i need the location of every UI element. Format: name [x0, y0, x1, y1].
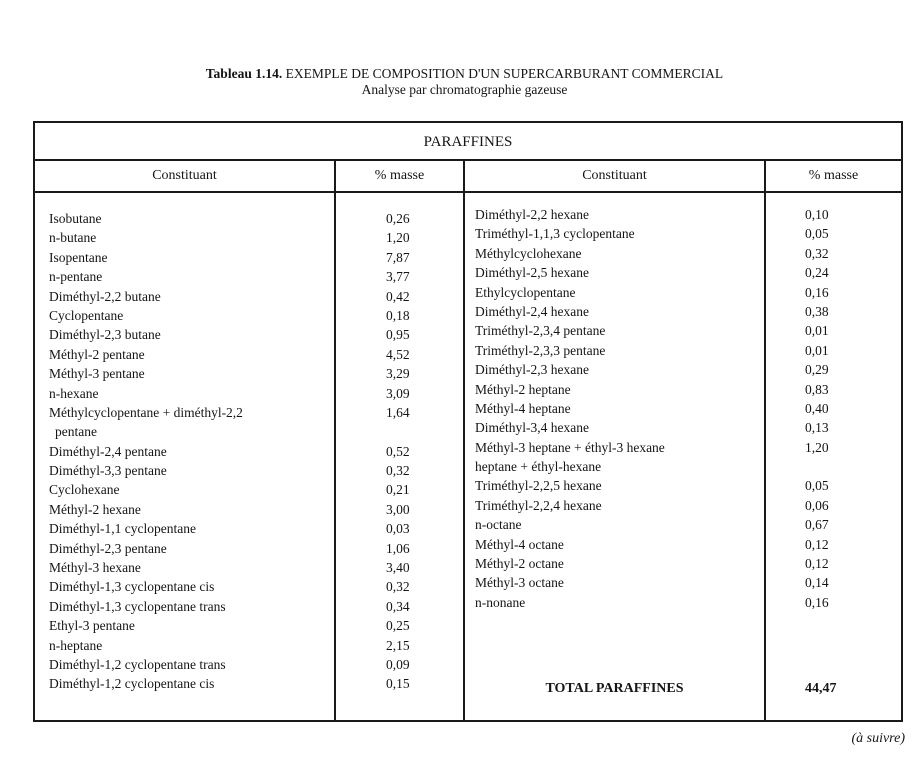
constituent-name: n-heptane [49, 637, 103, 653]
mass-percent: 0,26 [386, 211, 410, 226]
table-row [49, 248, 449, 267]
mass-percent: 0,16 [805, 284, 829, 300]
constituent-name: Méthyl-2 octane [475, 556, 564, 572]
table-row [49, 636, 449, 655]
table-row [475, 418, 895, 437]
table-title: EXEMPLE DE COMPOSITION D'UN SUPERCARBURANT COMMERCIAL [285, 66, 724, 81]
constituent-name: Diméthyl-2,3 pentane [49, 540, 167, 556]
mass-percent: 0,06 [805, 497, 829, 513]
header-masse-left: % masse [374, 168, 425, 183]
mass-percent: 0,18 [386, 307, 410, 323]
constituent-name: Méthyl-3 octane [475, 575, 564, 591]
constituent-name: Méthyl-4 heptane [475, 400, 571, 416]
table-row [49, 558, 449, 577]
mass-percent: 0,38 [805, 303, 829, 319]
mass-percent: 0,40 [805, 400, 829, 416]
mass-percent: 0,10 [805, 207, 829, 222]
constituent-name: Cyclopentane [49, 307, 124, 323]
table-caption [3, 66, 923, 82]
constituent-name: Diméthyl-1,3 cyclopentane cis [49, 579, 215, 595]
table-row [49, 597, 449, 616]
constituent-name: Triméthyl-1,1,3 cyclopentane [475, 226, 635, 242]
table-row [49, 325, 449, 344]
mass-percent: 4,52 [386, 346, 410, 362]
table-row [475, 360, 895, 379]
table-row [49, 500, 449, 519]
header-row [35, 161, 901, 193]
table-banner: PARAFFINES [35, 123, 901, 161]
table-row [49, 442, 449, 461]
mass-percent: 0,32 [805, 245, 829, 261]
total-label: TOTAL PARAFFINES [545, 681, 684, 696]
mass-percent: 0,95 [386, 327, 410, 343]
table-number: Tableau 1.14. [205, 66, 283, 81]
mass-percent: 0,13 [805, 420, 829, 436]
constituent-name: Isobutane [49, 211, 102, 226]
mass-percent: 0,52 [386, 443, 410, 459]
table-row [49, 209, 449, 228]
mass-percent: 3,77 [386, 269, 410, 285]
header-constituant-right: Constituant [582, 168, 647, 183]
table-row [475, 380, 895, 399]
table-row [49, 461, 449, 480]
total-value: 44,47 [805, 681, 837, 696]
right-rows [475, 205, 895, 612]
constituent-name-continuation: pentane [55, 424, 97, 440]
table-row [49, 267, 449, 286]
mass-percent: 0,32 [386, 579, 410, 595]
constituent-name: Diméthyl-1,3 cyclopentane trans [49, 598, 226, 614]
constituent-name: Diméthyl-3,4 hexane [475, 420, 589, 436]
mass-percent: 0,21 [386, 482, 410, 498]
table-row [475, 535, 895, 554]
table-row [49, 674, 449, 693]
table-row [475, 593, 895, 612]
constituent-name: Méthyl-3 pentane [49, 366, 145, 382]
constituent-name: Cyclohexane [49, 482, 120, 498]
table-row [475, 302, 895, 321]
table-row [475, 244, 895, 263]
mass-percent: 3,09 [386, 385, 410, 401]
mass-percent: 0,01 [805, 323, 829, 339]
constituent-name: Méthyl-4 octane [475, 536, 564, 552]
mass-percent: 7,87 [386, 249, 410, 265]
constituent-name: Diméthyl-1,2 cyclopentane trans [49, 657, 226, 672]
column-divider [463, 161, 465, 720]
constituent-name: Méthylcyclopentane + diméthyl-2,2 [49, 404, 243, 420]
table-row [475, 205, 895, 224]
table-row [475, 341, 895, 360]
mass-percent: 0,15 [386, 676, 410, 692]
table-row [475, 573, 895, 592]
table-row [49, 384, 449, 403]
mass-percent: 0,32 [386, 463, 410, 479]
constituent-name: n-octane [475, 517, 522, 533]
constituent-name: Méthyl-3 heptane + éthyl-3 hexane [475, 439, 665, 455]
constituent-name: Ethyl-3 pentane [49, 618, 135, 634]
constituent-name-continuation: heptane + éthyl-hexane [475, 459, 602, 475]
mass-percent: 0,05 [805, 226, 829, 242]
mass-percent: 1,06 [386, 540, 410, 556]
table-row [49, 655, 449, 674]
mass-percent: 0,34 [386, 598, 410, 614]
constituent-name: Diméthyl-2,5 hexane [475, 265, 589, 281]
table-row [475, 496, 895, 515]
constituent-name: Méthyl-3 hexane [49, 560, 141, 576]
table-row [475, 224, 895, 243]
constituent-name: Triméthyl-2,3,4 pentane [475, 323, 606, 339]
constituent-name: Triméthyl-2,2,4 hexane [475, 497, 602, 513]
mass-percent: 0,67 [805, 517, 829, 533]
continued-note: (à suivre) [851, 731, 905, 746]
mass-percent: 1,20 [805, 439, 829, 455]
constituent-name: Méthyl-2 pentane [49, 346, 145, 362]
header-masse-right: % masse [808, 168, 859, 183]
table-row [475, 283, 895, 302]
constituent-name: Triméthyl-2,2,5 hexane [475, 478, 602, 494]
table-row [49, 364, 449, 383]
mass-percent: 0,83 [805, 381, 829, 397]
constituent-name: Diméthyl-2,4 pentane [49, 443, 167, 459]
constituent-name: Diméthyl-2,3 butane [49, 327, 161, 343]
table-row [49, 306, 449, 325]
table-subtitle: Analyse par chromatographie gazeuse [361, 82, 568, 97]
header-constituant-left: Constituant [152, 168, 217, 183]
table-row [49, 403, 449, 442]
table-row [475, 554, 895, 573]
constituent-name: Diméthyl-2,4 hexane [475, 303, 589, 319]
mass-percent: 2,15 [386, 637, 410, 653]
constituent-name: Diméthyl-2,2 butane [49, 288, 161, 304]
mass-percent: 3,40 [386, 560, 410, 576]
mass-percent: 0,16 [805, 594, 829, 610]
constituent-name: n-nonane [475, 594, 526, 610]
table-row [475, 438, 895, 477]
table-row [49, 577, 449, 596]
constituent-name: Méthylcyclohexane [475, 245, 582, 261]
table-row [49, 539, 449, 558]
constituent-name: Diméthyl-2,2 hexane [475, 207, 589, 222]
table-row [49, 519, 449, 538]
table-row [475, 476, 895, 495]
table-row [49, 228, 449, 247]
mass-percent: 0,03 [386, 521, 410, 537]
mass-percent: 0,09 [386, 657, 410, 672]
table-row [475, 515, 895, 534]
mass-percent: 0,14 [805, 575, 829, 591]
constituent-name: n-hexane [49, 385, 99, 401]
table-row [475, 321, 895, 340]
mass-percent: 0,24 [805, 265, 829, 281]
constituent-name: Diméthyl-3,3 pentane [49, 463, 167, 479]
mass-percent: 3,29 [386, 366, 410, 382]
constituent-name: Triméthyl-2,3,3 pentane [475, 342, 606, 358]
mass-percent: 0,12 [805, 556, 829, 572]
mass-percent: 1,20 [386, 230, 410, 246]
constituent-name: Méthyl-2 hexane [49, 501, 141, 517]
mass-percent: 3,00 [386, 501, 410, 517]
constituent-name: Ethylcyclopentane [475, 284, 576, 300]
composition-table [33, 121, 903, 722]
constituent-name: n-pentane [49, 269, 103, 285]
constituent-name: Diméthyl-1,1 cyclopentane [49, 521, 196, 537]
left-rows [49, 209, 449, 694]
constituent-name: Méthyl-2 heptane [475, 381, 571, 397]
mass-percent: 0,05 [805, 478, 829, 494]
constituent-name: Isopentane [49, 249, 108, 265]
table-row [49, 287, 449, 306]
mass-percent: 0,01 [805, 342, 829, 358]
constituent-name: n-butane [49, 230, 97, 246]
table-row [49, 480, 449, 499]
mass-percent: 0,25 [386, 618, 410, 634]
constituent-name: Diméthyl-1,2 cyclopentane cis [49, 676, 215, 692]
mass-percent: 0,42 [386, 288, 410, 304]
mass-percent: 0,29 [805, 362, 829, 378]
constituent-name: Diméthyl-2,3 hexane [475, 362, 589, 378]
table-row [475, 263, 895, 282]
table-row [475, 399, 895, 418]
table-row [49, 345, 449, 364]
mass-percent: 0,12 [805, 536, 829, 552]
table-row [49, 616, 449, 635]
mass-percent: 1,64 [386, 404, 410, 420]
